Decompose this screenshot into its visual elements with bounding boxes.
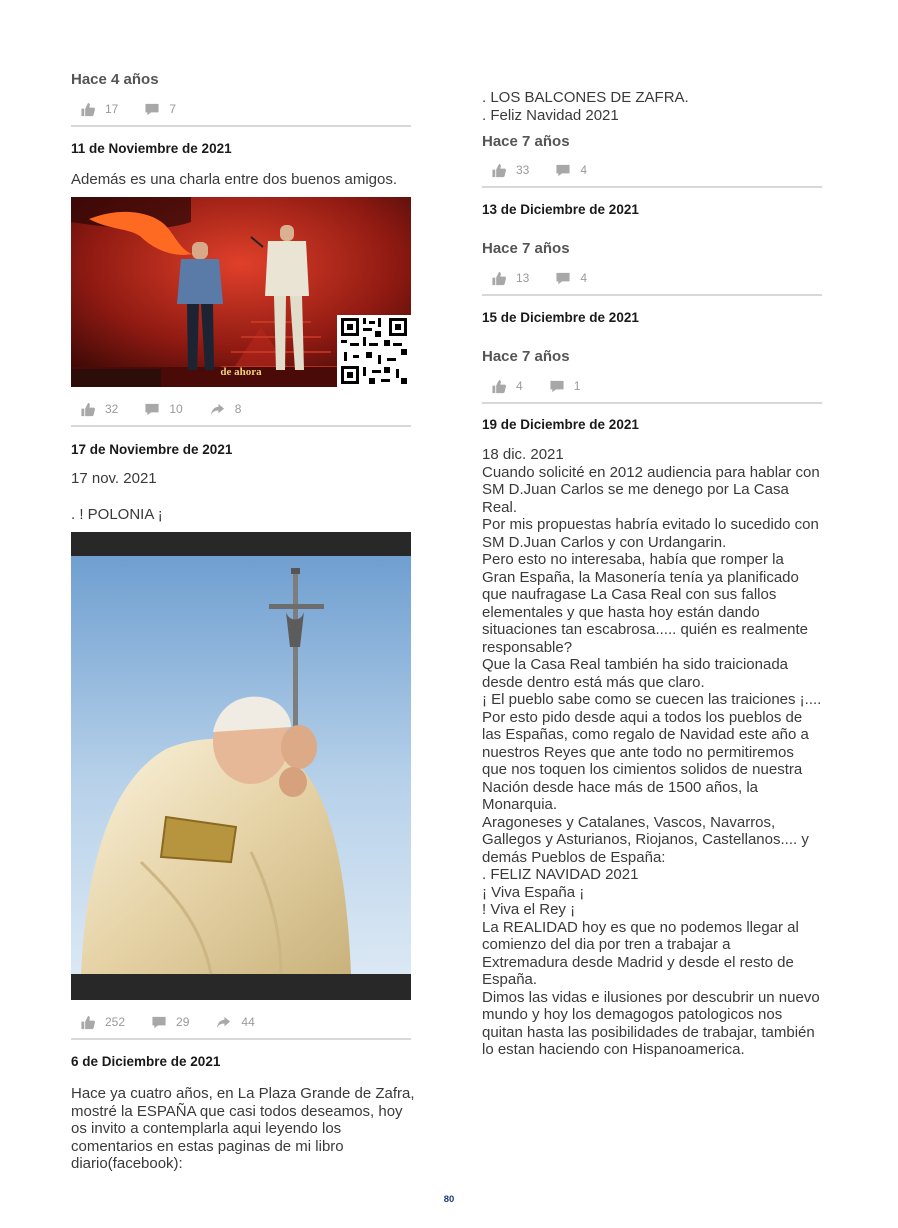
divider [482,186,822,188]
comment-icon [555,271,571,286]
post-age: Hace 7 años [482,348,570,365]
text-line: Gallegos y Asturianos, Riojanos, Castellanos.... y [482,831,809,848]
divider [482,402,822,404]
text-line: . FELIZ NAVIDAD 2021 [482,866,639,883]
text-line: ! Viva el Rey ¡ [482,901,576,918]
text-line: Aragoneses y Catalanes, Vascos, Navarros, [482,813,776,831]
like-count[interactable]: 4 [491,379,523,394]
post-age: Hace 4 años [71,71,159,88]
text-line: lo estan haciendo con Hispanoamerica. [482,1041,745,1058]
text-line: elementales y que hasta hoy están dando [482,603,760,621]
post-stats [71,1013,281,1031]
image-caption: de ahora [220,366,262,378]
comment-icon [549,379,565,394]
text-line: mundo y hoy los demagogos patologicos nos [482,1006,783,1023]
text-line: Extremadura desde Madrid y desde el resto de [482,953,794,971]
comment-icon [144,402,160,417]
comment-count[interactable]: 10 [144,402,182,417]
post-date: 6 de Diciembre de 2021 [71,1054,221,1069]
post-body [482,89,689,124]
text-line: mostré la ESPAÑA que casi todos deseamos, hoy [71,1102,403,1120]
comment-icon [151,1015,167,1030]
concert-image [71,197,411,387]
comment-icon [144,102,160,117]
divider [71,1038,411,1040]
post-text: Además es una charla entre dos buenos amigos. [71,171,398,188]
text-line: Por mis propuestas habría evitado lo sucedido con [482,516,819,533]
text-line: España. [482,971,538,988]
like-icon [491,379,507,394]
text-line: Dimos las vidas e ilusiones por descubrir un nuevo [482,988,820,1006]
like-icon [80,102,96,117]
text-line: Por esto pido desde aqui a todos los pueblos de [482,708,803,726]
text-line: Pero esto no interesaba, había que romper la [482,551,784,568]
like-icon [491,271,507,286]
text-line: SM D.Juan Carlos se me denego por La Casa Real. [482,481,789,516]
post-stats [482,269,613,287]
share-count[interactable]: 44 [215,1015,254,1030]
text-line: Nación desde hace más de 1500 años, la [482,778,759,796]
post-stats [482,161,613,179]
text-line: SM D.Juan Carlos y con Urdangarin. [482,533,727,551]
text-line: Cuando solicité en 2012 audiencia para hablar con [482,463,820,481]
like-count[interactable]: 17 [80,102,118,117]
divider [482,294,822,296]
divider [71,425,411,427]
like-count[interactable]: 252 [80,1015,125,1030]
share-icon [215,1015,232,1030]
pope-image [71,532,411,1000]
like-icon [491,163,507,178]
like-count[interactable]: 33 [491,163,529,178]
text-line: que naufragase La Casa Real con sus fallos [482,586,777,603]
comment-count[interactable]: 4 [555,163,587,178]
pope-photo[interactable] [71,532,411,1000]
text-line: que nos toquen los cimientos solidos de nuestra [482,761,803,778]
share-icon [209,402,226,417]
post-text: 17 nov. 2021 [71,470,157,487]
post-date: 17 de Noviembre de 2021 [71,442,233,457]
text-line: Gran España, la Masonería tenía ya planificado [482,568,799,586]
post-date: 13 de Diciembre de 2021 [482,202,639,217]
post-body [71,1085,416,1173]
text-line: comentarios en estas paginas de mi libro [71,1137,344,1155]
text-line: quitan hasta las posibilidades de trabajar, también [482,1023,815,1041]
text-line: ¡ Viva España ¡ [482,883,585,901]
text-line: Hace ya cuatro años, en La Plaza Grande de Zafra, [71,1085,415,1102]
text-line: La REALIDAD hoy es que no podemos llegar al [482,918,799,936]
post-stats [482,377,606,395]
text-line: Monarquia. [482,796,558,813]
post-age: Hace 7 años [482,133,570,150]
post-date: 15 de Diciembre de 2021 [482,310,639,325]
like-count[interactable]: 32 [80,402,118,417]
text-line: situaciones tan escabrosa..... quién es realmente [482,621,809,638]
post-stats [71,100,202,118]
text-line: os invito a contemplarla aqui leyendo los [71,1120,342,1137]
post-body [482,446,827,1059]
concert-photo[interactable] [71,197,411,387]
text-line: diario(facebook): [71,1155,183,1172]
text-line: comienzo del dia por tren a trabajar a [482,936,731,953]
divider [71,125,411,127]
post-text: . ! POLONIA ¡ [71,506,163,523]
text-line: nuestros Reyes que ante todo no permitiremos [482,743,794,761]
text-line: ¡ El pueblo sabe como se cuecen las traiciones ¡.... [482,691,822,708]
like-count[interactable]: 13 [491,271,529,286]
text-line: 18 dic. 2021 [482,446,564,463]
text-line: . LOS BALCONES DE ZAFRA. [482,89,689,106]
text-line: demás Pueblos de España: [482,848,666,866]
post-stats [71,400,267,418]
comment-icon [555,163,571,178]
page-number: 80 [443,1194,455,1205]
post-date: 11 de Noviembre de 2021 [71,141,232,156]
text-line: desde dentro está más que claro. [482,673,705,691]
like-icon [80,1015,96,1030]
post-age: Hace 7 años [482,240,570,257]
comment-count[interactable]: 1 [549,379,581,394]
comment-count[interactable]: 4 [555,271,587,286]
post-date: 19 de Diciembre de 2021 [482,417,639,432]
comment-count[interactable]: 7 [144,102,176,117]
share-count[interactable]: 8 [209,402,242,417]
text-line: Que la Casa Real también ha sido traicionada [482,656,789,673]
text-line: . Feliz Navidad 2021 [482,106,619,124]
text-line: responsable? [482,638,573,656]
comment-count[interactable]: 29 [151,1015,189,1030]
text-line: las Españas, como regalo de Navidad este año a [482,726,809,743]
like-icon [80,402,96,417]
